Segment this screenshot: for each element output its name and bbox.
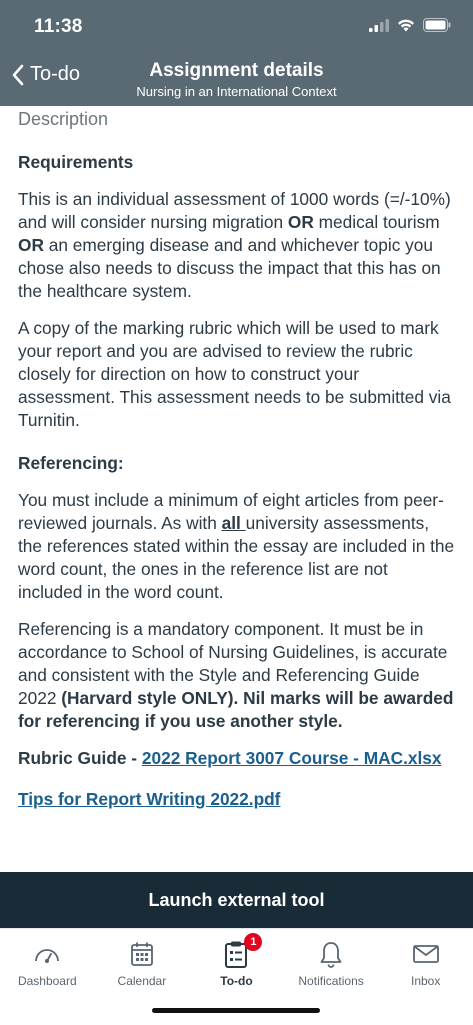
tab-inbox[interactable] (378, 929, 473, 1025)
dashboard-icon (33, 942, 61, 966)
description-label: Description (18, 109, 109, 129)
assignment-description (18, 106, 455, 872)
page-title: Assignment details (149, 60, 324, 81)
cellular-signal-icon (369, 19, 389, 32)
back-label: To-do (30, 63, 81, 85)
wifi-icon (397, 19, 415, 32)
tab-label: Calendar (117, 974, 167, 988)
tab-label: Inbox (410, 974, 441, 988)
tips-paragraph (18, 788, 455, 811)
requirements-paragraph: This is an individual assessment of 1000 words (=/-10%) and will consider nursing migration OR medical tourism OR an emerging disease and and whichever topic you chose also needs to discuss the impact that this has on the healthcare system. (18, 189, 451, 301)
tab-label: Notifications (298, 974, 364, 988)
tips-file-link[interactable]: Tips for Report Writing 2022.pdf (18, 789, 281, 809)
status-time: 11:38 (34, 16, 83, 37)
referencing-paragraph: Referencing is a mandatory component. It must be in accordance to School of Nursing Guidelines, is accurate and consistent with the Style and Referencing Guide 2022 (Harvard style ONLY). Nil marks will be awarded for referencing if you use another style. (18, 619, 454, 731)
envelope-icon (412, 943, 440, 965)
rubric-guide: Rubric Guide - 2022 Report 3007 Course - MAC.xlsx (18, 748, 442, 768)
battery-icon (423, 18, 451, 32)
calendar-icon (130, 941, 154, 967)
launch-external-tool-button[interactable]: Launch external tool (0, 872, 473, 928)
status-icons (369, 18, 451, 32)
page-subtitle: Nursing in an International Context (136, 84, 337, 99)
app-header (0, 0, 473, 106)
referencing-heading: Referencing: (18, 453, 124, 473)
todo-badge: 1 (244, 933, 262, 951)
tab-label: Dashboard (17, 974, 77, 988)
bell-icon (319, 940, 343, 968)
requirements-heading: Requirements (18, 152, 134, 172)
tab-dashboard[interactable] (0, 929, 95, 1025)
rubric-paragraph: A copy of the marking rubric which will be used to mark your report and you are advised to review the rubric closely for direction on how to construct your assessment. This assessment needs to be submitted via Turnitin. (18, 318, 451, 430)
home-indicator (152, 1008, 320, 1013)
rubric-file-link[interactable]: 2022 Report 3007 Course - MAC.xlsx (141, 748, 442, 768)
articles-paragraph: You must include a minimum of eight articles from peer-reviewed journals. As with all university assessments, the references stated within the essay are included in the word count, the ones in the reference list are not included in the word count. (18, 490, 455, 602)
tab-label: To-do (220, 974, 253, 988)
